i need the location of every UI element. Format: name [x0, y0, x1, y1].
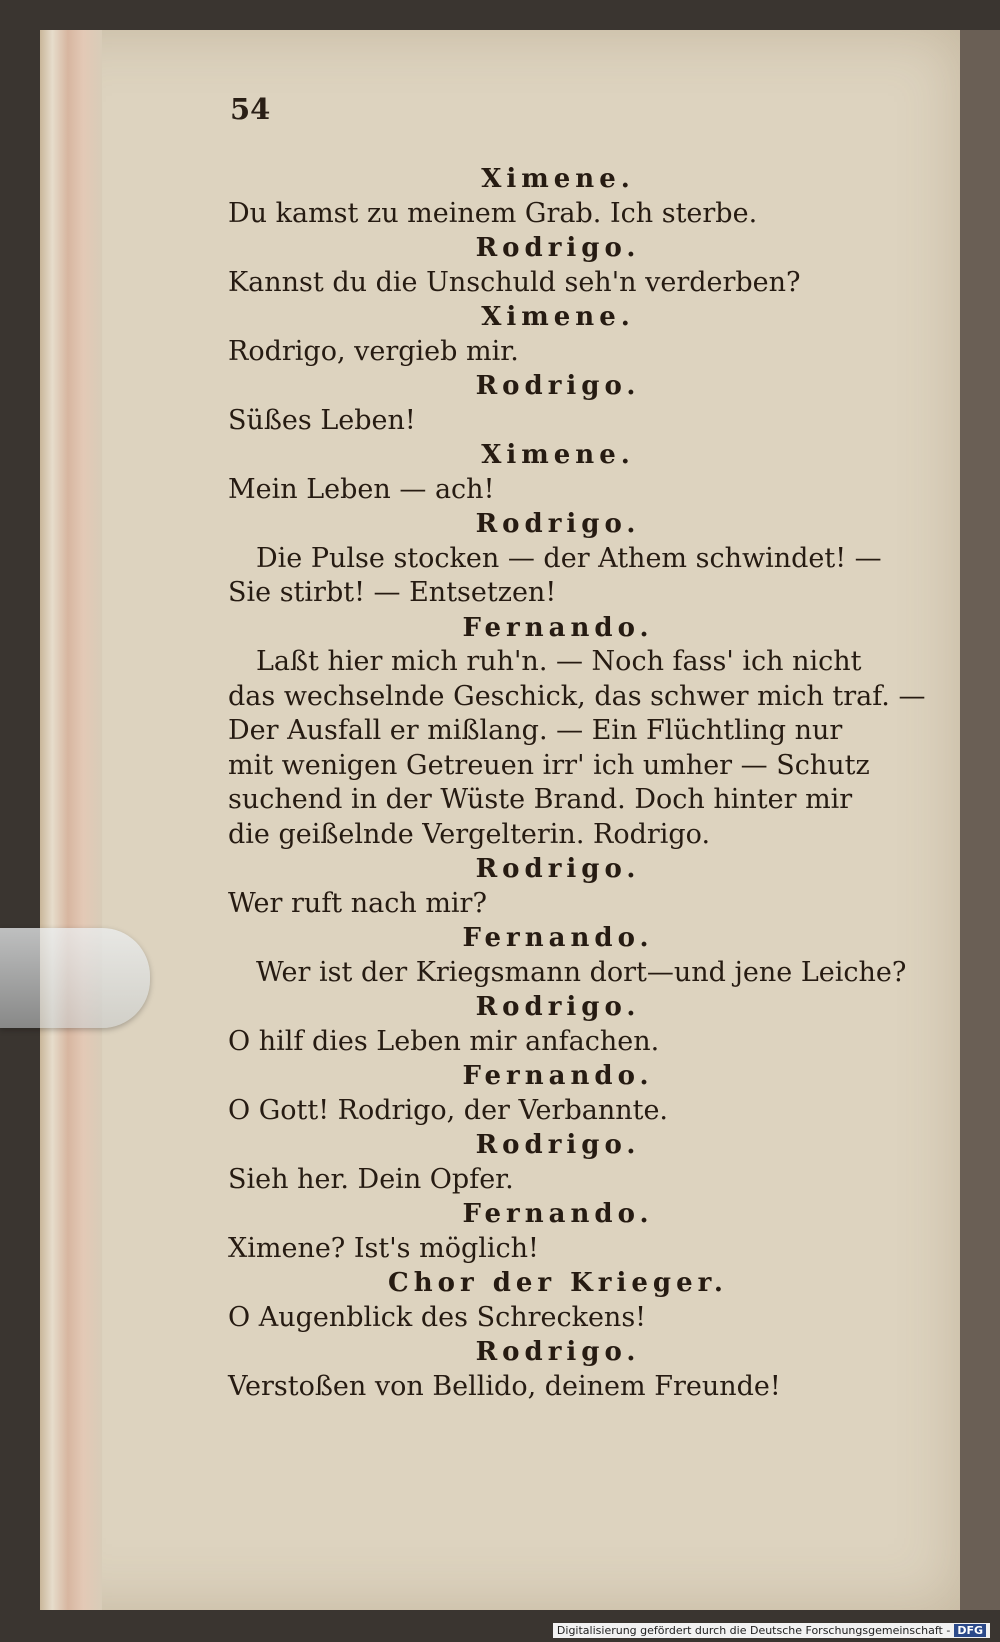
text-line: das wechselnde Geschick, das schwer mich traf. — — [228, 680, 926, 712]
text-line: Sieh her. Dein Opfer. — [228, 1163, 514, 1195]
speaker-name: Ximene. — [481, 440, 635, 470]
page-text — [228, 162, 926, 1404]
speaker-name: Chor der Krieger. — [388, 1268, 728, 1298]
digitization-credit — [553, 1623, 990, 1638]
dfg-logo: DFG — [954, 1624, 986, 1637]
text-line: Der Ausfall er mißlang. — Ein Flüchtling nur — [228, 715, 843, 746]
text-line: Sie stirbt! — Entsetzen! — [228, 577, 557, 608]
text-line: Rodrigo, vergieb mir. — [228, 335, 519, 367]
text-line: O hilf dies Leben mir anfachen. — [228, 1025, 660, 1057]
text-line: Laßt hier mich ruh'n. — Noch fass' ich nicht — [256, 646, 862, 677]
page-edge — [40, 30, 102, 1610]
text-line: Die Pulse stocken — der Athem schwindet! — — [256, 542, 882, 574]
text-line: mit wenigen Getreuen irr' ich umher — Schutz — [228, 749, 870, 781]
text-line: suchend in der Wüste Brand. Doch hinter mir — [228, 784, 853, 815]
text-line: Süßes Leben! — [228, 404, 416, 436]
speaker-name: Rodrigo. — [475, 509, 641, 539]
speaker-name: Rodrigo. — [475, 854, 641, 884]
speaker-name: Ximene. — [481, 164, 635, 194]
speaker-name: Rodrigo. — [475, 992, 641, 1022]
text-line: Du kamst zu meinem Grab. Ich sterbe. — [228, 197, 758, 229]
speaker-name: Fernando. — [462, 1061, 654, 1091]
text-line: Mein Leben — ach! — [228, 473, 495, 505]
text-line: Kannst du die Unschuld seh'n verderben? — [228, 266, 801, 298]
text-line: Wer ist der Kriegsmann dort—und jene Leiche? — [256, 956, 907, 988]
text-line: die geißelnde Vergelterin. Rodrigo. — [228, 818, 711, 850]
speaker-name: Rodrigo. — [475, 1337, 641, 1367]
text-line: Verstoßen von Bellido, deinem Freunde! — [228, 1370, 781, 1402]
speaker-name: Fernando. — [462, 612, 654, 643]
speaker-name: Rodrigo. — [475, 1130, 641, 1160]
text-line: Ximene? Ist's möglich! — [228, 1232, 539, 1264]
speaker-name: Rodrigo. — [475, 233, 641, 263]
speaker-name: Fernando. — [462, 1199, 654, 1229]
facing-page-strip — [960, 30, 1000, 1610]
page-clip — [0, 928, 150, 1028]
text-line: O Augenblick des Schreckens! — [228, 1301, 647, 1333]
speaker-name: Ximene. — [481, 302, 635, 332]
text-line: O Gott! Rodrigo, der Verbannte. — [228, 1094, 669, 1126]
credit-text: Digitalisierung gefördert durch die Deutsche Forschungsgemeinschaft - — [556, 1624, 951, 1637]
speaker-name: Fernando. — [462, 923, 654, 953]
text-line: Wer ruft nach mir? — [228, 887, 487, 919]
page-number: 54 — [230, 92, 271, 126]
speaker-name: Rodrigo. — [475, 371, 641, 401]
